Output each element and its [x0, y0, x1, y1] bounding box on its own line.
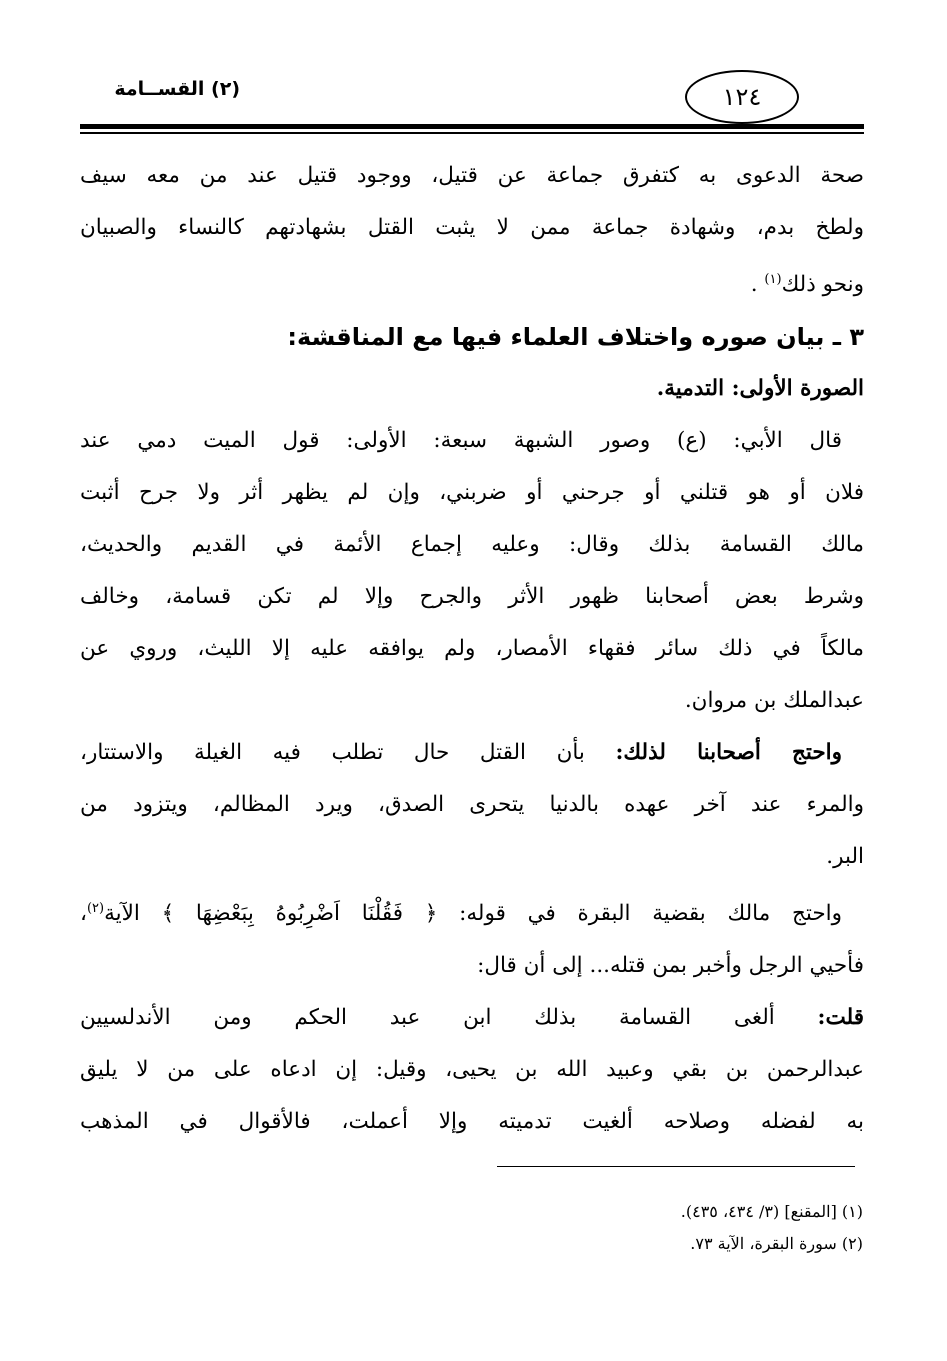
text-line: قال الأبي: (ع) وصور الشبهة سبعة: الأولى: قول الميت دمي عند [80, 428, 842, 454]
footnotes [497, 1196, 863, 1260]
text-line: فلان أو هو قتلني أو جرحني أو ضربني، وإن لم يظهر أثر ولا جرح أثبت [80, 480, 864, 506]
footnote-2: (٢) سورة البقرة، الآية ٧٣. [690, 1234, 863, 1253]
header-rule-thin [80, 132, 864, 134]
text-line: البر. [826, 844, 864, 870]
running-title: (٢) القســامة [114, 78, 240, 100]
header-rule-thick [80, 124, 864, 129]
text-line: مالكاً في ذلك سائر فقهاء الأمصار، ولم يوافقه عليه إلا الليث، وروي عن [80, 636, 864, 662]
text-line: فأحيي الرجل وأخبر بمن قتله... إلى أن قال: [477, 953, 864, 979]
main-text [80, 150, 864, 1148]
text-segment: واحتج مالك بقضية البقرة في قوله: ﴿ فَقُلْنَا اَضْرِبُوهُ بِبَعْضِهَا ﴾ الآية [104, 901, 842, 927]
text-line: عبدالملك بن مروان. [684, 688, 864, 714]
text-line: به لفضله وصلاحه ألغيت تدميته وإلا أعملت، فالأقوال في المذهب [80, 1109, 864, 1135]
text-segment: . [750, 272, 765, 298]
text-segment: بأن القتل حال تطلب فيه الغيلة والاستتار، [80, 740, 616, 766]
text-line [80, 992, 864, 1044]
text-line [80, 883, 864, 940]
page-header [0, 0, 947, 140]
text-line: والمرء عند آخر عهده بالدنيا يتحرى الصدق، ويرد المظالم، ويتزود من [80, 792, 864, 818]
text-line: عبدالرحمن بن بقي وعبيد الله بن يحيى، وقيل: إن ادعاه على من لا يليق [80, 1057, 864, 1083]
page-number: ١٢٤ [685, 70, 799, 124]
text-line: صحة الدعوى به كتفرق جماعة عن قتيل، ووجود قتيل عند من معه سيف [80, 163, 864, 188]
lead-phrase: قلت: [817, 1005, 864, 1031]
text-line [80, 727, 864, 779]
footnote-separator [497, 1166, 855, 1167]
text-segment: ونحو ذلك [781, 272, 864, 298]
text-line: وشرط بعض أصحابنا ظهور الأثر والجرح وإلا لم تكن قسامة، وخالف [80, 584, 864, 610]
footnote-1: (١) [المقنع] (٣/ ٤٣٤، ٤٣٥). [680, 1202, 863, 1221]
text-line [80, 254, 864, 311]
footnote-ref: (١) [764, 272, 782, 287]
text-segment: ألغى القسامة بذلك ابن عبد الحكم ومن الأندلسيين [80, 1005, 818, 1031]
lead-phrase: واحتج أصحابنا لذلك: [615, 740, 843, 766]
text-line: ولطخ بدم، وشهادة جماعة ممن لا يثبت القتل بشهادتهم كالنساء والصبيان [80, 215, 864, 240]
footnote-ref: (٢) [86, 901, 105, 917]
text-segment: ، [80, 901, 87, 927]
text-line: مالك القسامة بذلك وقال: وعليه إجماع الأئمة في القديم والحديث، [80, 532, 864, 558]
section-heading: ٣ ـ بيان صوره واختلاف العلماء فيها مع المناقشة: [287, 323, 864, 352]
subheading: الصورة الأولى: التدمية. [656, 376, 864, 402]
